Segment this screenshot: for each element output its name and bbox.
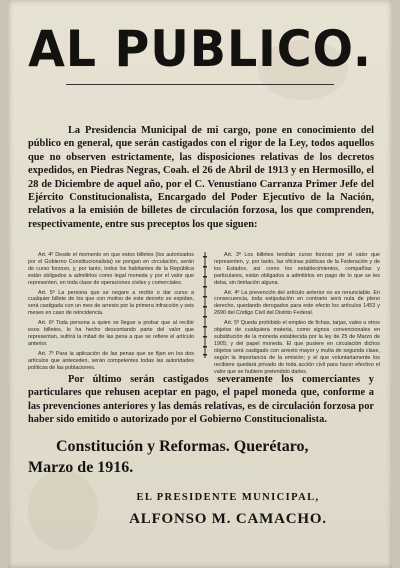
closing-paragraph: Por último serán castigados severamente los comerciantes y particulares que rehusen aceptar en pago, el papel moneda que, conforme a las prevenciones anteriores y las demás relativas, es de circulación forzosa por haber sido emitido o autorizado por el Gobierno Constitucionalista. — [28, 374, 374, 426]
motto-line: Constitución y Reformas. Querétaro, — [56, 438, 309, 455]
president-name: ALFONSO M. CAMACHO. — [129, 511, 327, 527]
president-role: EL PRESIDENTE MUNICIPAL, — [136, 492, 320, 503]
signature-block — [68, 492, 388, 528]
article-paragraph: Art. 4º La prevención del artículo anterior no es renunciable. En consecuencia, toda estipulación en contrario será nula de pleno derecho, quedando derogados para este efecto los artículos 1453 y 2690 del Código Civil del Distrito Federal. — [214, 289, 380, 317]
article-paragraph: Art. 4º Desde el momento en que estos billetes (los autorizados por el Gobierno Constitucionalista) se pongan en circulación, serán de curso forzoso, y, por tanto, todos los habitantes de la República están obligados a admitirlos como legal moneda y por el valor que representen, en toda clase de operaciones civiles y comerciales. — [28, 252, 194, 286]
ornamental-divider — [202, 252, 208, 358]
intro-paragraph: La Presidencia Municipal de mi cargo, pone en conocimiento del público en general, que serán castigados con el rigor de la Ley, todos aquellos que no observen estrictamente, las disposiciones relativas de los decretos expedidos, en Piedras Negras, Coah. el 26 de Abril de 1913 y en Hermosillo, el 28 de Diciembre de aquel año, por el C. Venustiano Carranza Primer Jefe del Ejército Constitucionalista, Encargado del Poder Ejecutivo de la Nación, relativos a la emisión de billetes de circulación forzosa, los que comprenden, respectivamente, entre sus preceptos los que siguen: — [28, 125, 374, 230]
right-article-column — [214, 252, 380, 378]
article-paragraph: Art. 3º Los billetes tendrán curso forzoso por el valor que representen, y, por tanto, las oficinas públicas de la Federación y de los Estados, así como los establecimientos, compañías y particulares, están obligados a admitirlos en pago de lo que se les deba, sin limitación alguna. — [214, 252, 380, 286]
decree-articles — [26, 252, 380, 375]
motto-date: Marzo de 1916. — [28, 459, 134, 476]
article-paragraph: Art. 7º Para la aplicación de las penas que se fijan en los dos artículos que anteceden, serán competentes todas las autoridades políticas de las poblaciones. — [28, 350, 194, 371]
motto — [28, 436, 376, 478]
poster-title: AL PUBLICO. — [28, 20, 372, 78]
public-notice-poster — [8, 0, 392, 568]
title-rule — [66, 84, 334, 85]
article-paragraph: Art. 6º Toda persona a quien se llegue a probar que al recibir esos billetes, lo ha hecho descontando parte del valor que representan, sufrirá la mitad de las pena a que se refiere el artículo anterior. — [28, 320, 194, 347]
article-paragraph: Art. 5º La persona que se negare a recibir o dar curso a cualquier billete de los que con motivo de este decreto se expidan, será castigada con un mes de arresto por la primera infracción y seis meses en caso de reincidencia. — [28, 289, 194, 317]
left-article-column — [28, 252, 194, 375]
article-paragraph: Art. 5º Queda prohibido el empleo de fichas, tarjas, vales u otros objetos de cualquiera materia, como signos convencionales en substitución de la moneda establecida por la ley de 25 de Marzo de 1905; y del papel moneda. El que pusiere en circulación dichos objetos será castigado con arresto mayor y multa de segunda clase, según la importancia de la emisión; y el que voluntariamente los recibiere quedará privado de toda acción civil para hacer efectivo el valor que se hubiere pretendido darles. — [214, 320, 380, 375]
